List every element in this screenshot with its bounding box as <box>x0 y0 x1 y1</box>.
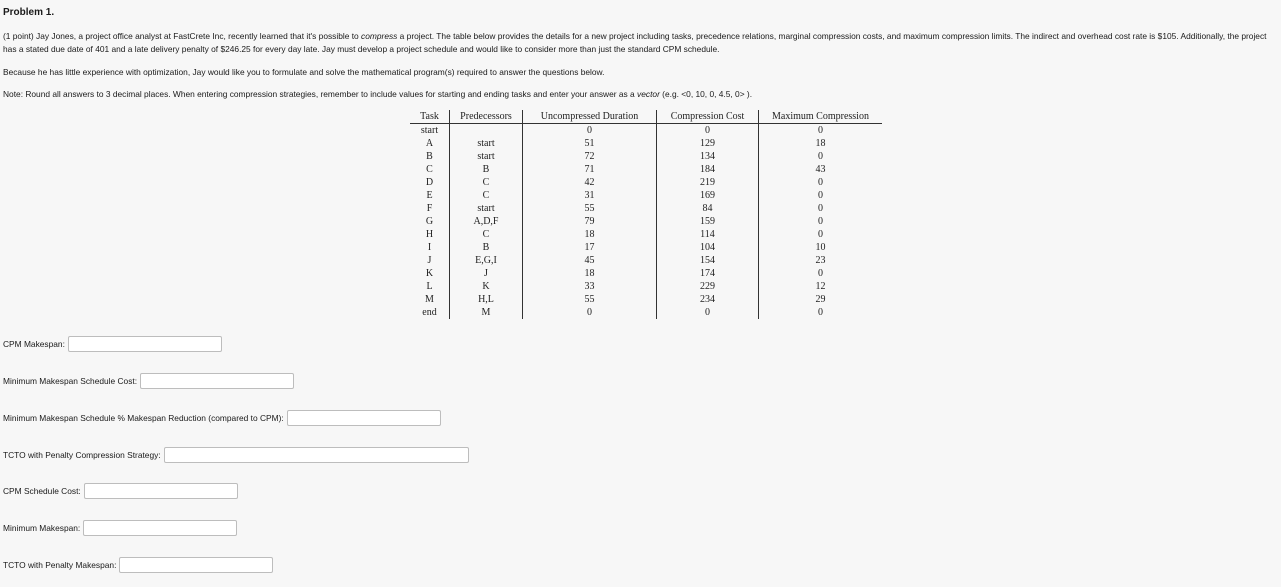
cell-max: 0 <box>759 150 883 163</box>
cell-dur: 51 <box>523 137 657 150</box>
cell-max: 0 <box>759 202 883 215</box>
table-row <box>410 150 882 163</box>
cell-max: 0 <box>759 124 883 138</box>
tcto-penalty-makespan-row <box>3 555 273 575</box>
min-makespan-cost-label: Minimum Makespan Schedule Cost: <box>3 376 138 386</box>
points-label: (1 point) <box>3 31 34 41</box>
cell-task: start <box>420 125 439 136</box>
cell-pred: A,D,F <box>450 215 523 228</box>
cell-dur: 71 <box>523 163 657 176</box>
table-row <box>410 215 882 228</box>
cpm-makespan-input[interactable] <box>68 336 222 352</box>
cell-task: B <box>426 151 433 162</box>
cell-pred: C <box>450 176 523 189</box>
cell-pred: C <box>450 228 523 241</box>
problem-intro <box>3 30 1279 56</box>
min-makespan-reduction-label: Minimum Makespan Schedule % Makespan Reduction (compared to CPM): <box>3 413 284 423</box>
cell-pred: B <box>450 241 523 254</box>
cell-cost: 129 <box>657 137 759 150</box>
cell-max: 10 <box>759 241 883 254</box>
note-text-a: Note: Round all answers to 3 decimal places. When entering compression strategies, remember to include values for starting and ending tasks and enter your answer as a <box>3 89 638 99</box>
project-table <box>410 110 882 319</box>
cell-dur: 17 <box>523 241 657 254</box>
min-makespan-reduction-row <box>3 408 441 428</box>
cell-task: C <box>426 164 433 175</box>
cell-cost: 104 <box>657 241 759 254</box>
cell-pred: K <box>450 280 523 293</box>
min-makespan-reduction-input[interactable] <box>287 410 441 426</box>
cell-task: M <box>425 294 434 305</box>
cell-max: 0 <box>759 306 883 319</box>
note-text-b: (e.g. <0, 10, 0, 4.5, 0> ). <box>659 89 753 99</box>
cell-cost: 219 <box>657 176 759 189</box>
cell-cost: 0 <box>657 124 759 138</box>
table-row <box>410 254 882 267</box>
table-row <box>410 137 882 150</box>
cpm-schedule-cost-label: CPM Schedule Cost: <box>3 486 81 496</box>
cell-task: A <box>425 138 434 149</box>
cell-dur: 0 <box>523 306 657 319</box>
cell-dur: 45 <box>523 254 657 267</box>
header-cost: Compression Cost <box>657 110 759 124</box>
header-max-compression: Maximum Compression <box>759 110 883 124</box>
tcto-penalty-makespan-input[interactable] <box>119 557 273 573</box>
intro-text-a: Jay Jones, a project office analyst at FastCrete Inc, recently learned that it's possible to <box>33 31 362 41</box>
cell-cost: 229 <box>657 280 759 293</box>
table-header-row <box>410 110 882 124</box>
cell-dur: 79 <box>523 215 657 228</box>
cell-pred: B <box>450 163 523 176</box>
cell-max: 0 <box>759 176 883 189</box>
cell-task: L <box>426 281 433 292</box>
cell-task: H <box>425 229 434 240</box>
cell-task: I <box>427 242 432 253</box>
cell-max: 0 <box>759 215 883 228</box>
cell-pred: start <box>450 137 523 150</box>
minimum-makespan-input[interactable] <box>83 520 237 536</box>
cell-cost: 84 <box>657 202 759 215</box>
project-table-wrapper <box>410 110 882 319</box>
minimum-makespan-row <box>3 518 237 538</box>
cell-max: 0 <box>759 228 883 241</box>
tcto-penalty-strategy-input[interactable] <box>164 447 469 463</box>
cell-pred <box>450 124 523 138</box>
cell-task: K <box>425 268 434 279</box>
cell-task: J <box>427 255 432 266</box>
tcto-penalty-strategy-row <box>3 445 469 465</box>
cell-max: 0 <box>759 189 883 202</box>
cell-dur: 0 <box>523 124 657 138</box>
table-row <box>410 306 882 319</box>
table-row <box>410 124 882 138</box>
tcto-penalty-strategy-label: TCTO with Penalty Compression Strategy: <box>3 450 161 460</box>
table-row <box>410 280 882 293</box>
header-predecessors: Predecessors <box>450 110 523 124</box>
min-makespan-cost-input[interactable] <box>140 373 294 389</box>
cell-dur: 72 <box>523 150 657 163</box>
problem-request: Because he has little experience with optimization, Jay would like you to formulate and solve the mathematical program(s) required to answer the questions below. <box>3 67 605 77</box>
cell-dur: 33 <box>523 280 657 293</box>
cpm-makespan-row <box>3 334 222 354</box>
cell-task: E <box>426 190 433 201</box>
cell-pred: J <box>450 267 523 280</box>
cell-cost: 159 <box>657 215 759 228</box>
cell-cost: 174 <box>657 267 759 280</box>
cell-max: 18 <box>759 137 883 150</box>
header-task: Task <box>410 110 450 124</box>
note-emphasis: vector <box>637 89 660 99</box>
cell-dur: 55 <box>523 293 657 306</box>
problem-title: Problem 1. <box>3 7 55 18</box>
cell-max: 12 <box>759 280 883 293</box>
cell-pred: E,G,I <box>450 254 523 267</box>
cell-pred: start <box>450 150 523 163</box>
cell-max: 0 <box>759 267 883 280</box>
cell-cost: 234 <box>657 293 759 306</box>
cpm-makespan-label: CPM Makespan: <box>3 339 65 349</box>
table-row <box>410 176 882 189</box>
table-row <box>410 241 882 254</box>
min-makespan-cost-row <box>3 371 294 391</box>
cell-cost: 134 <box>657 150 759 163</box>
table-row <box>410 189 882 202</box>
cell-dur: 18 <box>523 267 657 280</box>
cell-dur: 42 <box>523 176 657 189</box>
cell-cost: 114 <box>657 228 759 241</box>
cell-max: 43 <box>759 163 883 176</box>
intro-emphasis: compress <box>361 31 398 41</box>
cell-pred: C <box>450 189 523 202</box>
cell-dur: 31 <box>523 189 657 202</box>
cell-task: D <box>425 177 434 188</box>
table-row <box>410 202 882 215</box>
cell-task: end <box>422 307 437 318</box>
table-row <box>410 267 882 280</box>
cell-pred: start <box>450 202 523 215</box>
tcto-penalty-makespan-label: TCTO with Penalty Makespan: <box>3 560 117 570</box>
cpm-schedule-cost-row <box>3 481 238 501</box>
cpm-schedule-cost-input[interactable] <box>84 483 238 499</box>
cell-cost: 154 <box>657 254 759 267</box>
cell-cost: 0 <box>657 306 759 319</box>
cell-pred: H,L <box>450 293 523 306</box>
table-row <box>410 228 882 241</box>
problem-note <box>3 88 1279 101</box>
cell-task: G <box>425 216 434 227</box>
cell-cost: 169 <box>657 189 759 202</box>
cell-max: 29 <box>759 293 883 306</box>
cell-task: F <box>426 203 433 214</box>
table-row <box>410 163 882 176</box>
intro-text-b: a project. The table below provides the details for a new project including tasks, precedence relations, marginal compression costs, and maximum compression limits. The indirect and overhead cost rate is $105. Additionally, the project has a stated due date of 401 and a late delivery penalty of $246.25 for every day late. Jay must develop a project schedule and would like to consider more than just the standard CPM schedule. <box>3 31 1267 54</box>
table-row <box>410 293 882 306</box>
cell-cost: 184 <box>657 163 759 176</box>
cell-dur: 55 <box>523 202 657 215</box>
cell-dur: 18 <box>523 228 657 241</box>
minimum-makespan-label: Minimum Makespan: <box>3 523 81 533</box>
header-duration: Uncompressed Duration <box>523 110 657 124</box>
cell-max: 23 <box>759 254 883 267</box>
cell-pred: M <box>450 306 523 319</box>
